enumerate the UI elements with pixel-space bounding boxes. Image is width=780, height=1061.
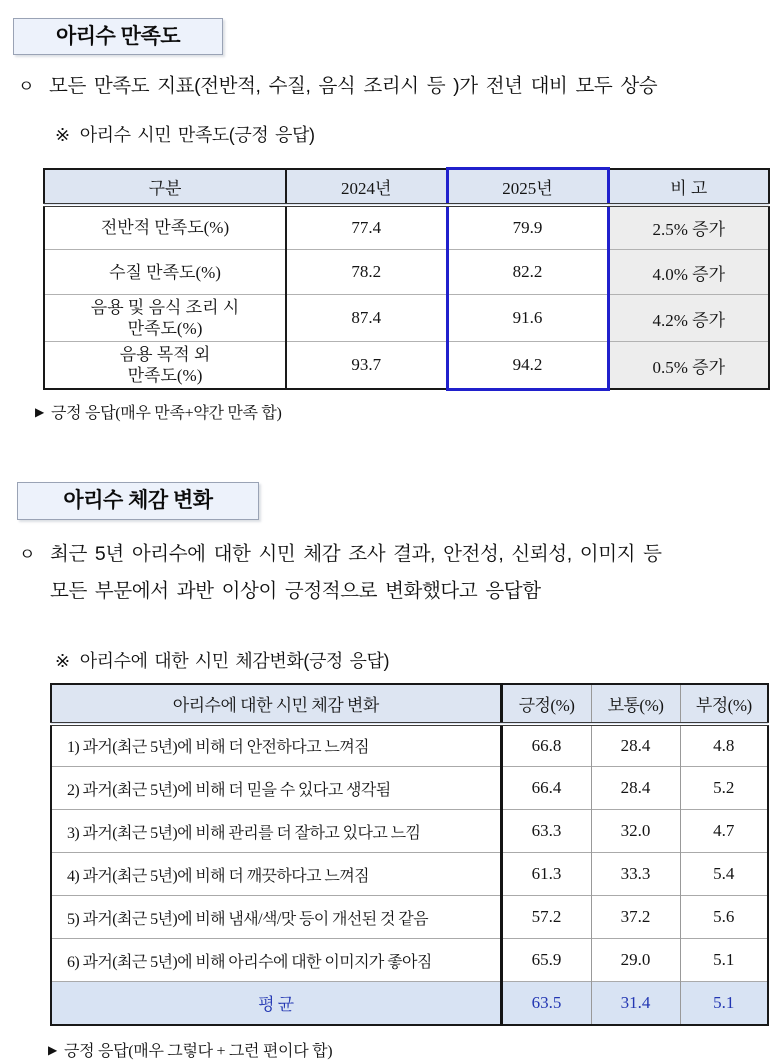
row-label	[44, 295, 286, 342]
row-label-line1: 음용 목적 외	[119, 345, 211, 364]
value-positive: 57.2	[501, 896, 591, 939]
table-row	[51, 810, 768, 853]
value-remark: 2.5% 증가	[608, 205, 769, 250]
value-2025: 79.9	[447, 205, 608, 250]
satisfaction-footnote-text: 긍정 응답(매우 만족+약간 만족 합)	[50, 404, 282, 422]
header-remark: 비 고	[608, 169, 769, 205]
header-2025-highlighted: 2025년	[447, 169, 608, 205]
perception-bullet-line1: 최근 5년 아리수에 대한 시민 체감 조사 결과, 안전성, 신뢰성, 이미지 등	[50, 542, 662, 565]
table-row	[51, 896, 768, 939]
row-label-line1: 수질 만족도(%)	[109, 262, 221, 282]
value-negative: 4.7	[680, 810, 768, 853]
value-remark: 0.5% 증가	[608, 342, 769, 390]
row-label: 5) 과거(최근 5년)에 비해 냄새/색/맛 등이 개선된 것 같음	[51, 896, 501, 939]
value-negative: 4.8	[680, 724, 768, 767]
perception-table	[50, 683, 769, 1026]
average-negative: 5.1	[680, 982, 768, 1025]
satisfaction-bullet-text: 모든 만족도 지표(전반적, 수질, 음식 조리시 등 )가 전년 대비 모두 상승	[49, 75, 658, 97]
header-negative: 부정(%)	[680, 684, 768, 724]
value-positive: 65.9	[501, 939, 591, 982]
bullet-circle-marker: ㅇ	[19, 544, 36, 564]
perception-bullet-line2: 모든 부문에서 과반 이상이 긍정적으로 변화했다고 응답함	[50, 579, 541, 602]
value-2024: 93.7	[286, 342, 447, 390]
reference-mark-icon: ※	[55, 650, 70, 671]
table-row	[44, 250, 769, 295]
value-negative: 5.2	[680, 767, 768, 810]
perception-bullet-text	[50, 542, 662, 604]
value-neutral: 32.0	[591, 810, 680, 853]
row-label-line2: 만족도(%)	[127, 319, 203, 338]
value-remark: 4.2% 증가	[608, 295, 769, 342]
satisfaction-table	[43, 167, 770, 391]
value-2025: 91.6	[447, 295, 608, 342]
header-2024: 2024년	[286, 169, 447, 205]
header-group: 구분	[44, 169, 286, 205]
table-row	[51, 724, 768, 767]
header-positive: 긍정(%)	[501, 684, 591, 724]
satisfaction-header-row	[44, 169, 769, 205]
value-negative: 5.6	[680, 896, 768, 939]
average-row	[51, 982, 768, 1025]
table-row	[51, 853, 768, 896]
value-2024: 87.4	[286, 295, 447, 342]
row-label-line1: 전반적 만족도(%)	[100, 218, 230, 238]
row-label-line1: 음용 및 음식 조리 시	[90, 298, 240, 317]
value-neutral: 37.2	[591, 896, 680, 939]
value-neutral: 33.3	[591, 853, 680, 896]
value-negative: 5.1	[680, 939, 768, 982]
satisfaction-footnote	[35, 400, 780, 423]
satisfaction-section-title: 아리수 만족도	[13, 18, 223, 55]
perception-bullet	[19, 542, 780, 604]
value-positive: 63.3	[501, 810, 591, 853]
perception-footnote	[48, 1038, 780, 1061]
row-label-line2: 만족도(%)	[127, 366, 203, 385]
value-2024: 77.4	[286, 205, 447, 250]
bullet-circle-marker: ㅇ	[18, 77, 35, 96]
table-row	[51, 767, 768, 810]
header-perception-label: 아리수에 대한 시민 체감 변화	[51, 684, 501, 724]
header-neutral: 보통(%)	[591, 684, 680, 724]
value-neutral: 28.4	[591, 724, 680, 767]
value-neutral: 28.4	[591, 767, 680, 810]
table-row	[44, 295, 769, 342]
triangle-marker-icon: ▶	[48, 1042, 57, 1057]
table-row	[44, 342, 769, 390]
value-negative: 5.4	[680, 853, 768, 896]
satisfaction-bullet	[18, 74, 780, 99]
row-label: 4) 과거(최근 5년)에 비해 더 깨끗하다고 느껴짐	[51, 853, 501, 896]
average-positive: 63.5	[501, 982, 591, 1025]
row-label: 6) 과거(최근 5년)에 비해 아리수에 대한 이미지가 좋아짐	[51, 939, 501, 982]
value-remark: 4.0% 증가	[608, 250, 769, 295]
row-label: 1) 과거(최근 5년)에 비해 더 안전하다고 느껴짐	[51, 724, 501, 767]
row-label	[44, 250, 286, 295]
value-positive: 61.3	[501, 853, 591, 896]
value-positive: 66.4	[501, 767, 591, 810]
average-label: 평 균	[51, 982, 501, 1025]
value-2024: 78.2	[286, 250, 447, 295]
row-label: 2) 과거(최근 5년)에 비해 더 믿을 수 있다고 생각됨	[51, 767, 501, 810]
average-neutral: 31.4	[591, 982, 680, 1025]
row-label: 3) 과거(최근 5년)에 비해 관리를 더 잘하고 있다고 느낌	[51, 810, 501, 853]
perception-header-row	[51, 684, 768, 724]
row-label	[44, 342, 286, 390]
satisfaction-table-caption	[55, 121, 780, 147]
perception-section-title: 아리수 체감 변화	[17, 482, 259, 520]
value-2025: 82.2	[447, 250, 608, 295]
perception-table-caption	[55, 647, 780, 673]
table-row	[44, 205, 769, 250]
satisfaction-caption-text: 아리수 시민 만족도(긍정 응답)	[79, 125, 315, 145]
value-2025: 94.2	[447, 342, 608, 390]
table-row	[51, 939, 768, 982]
reference-mark-icon: ※	[55, 125, 70, 145]
value-neutral: 29.0	[591, 939, 680, 982]
perception-caption-text: 아리수에 대한 시민 체감변화(긍정 응답)	[79, 650, 390, 671]
perception-footnote-text: 긍정 응답(매우 그렇다 + 그런 편이다 합)	[63, 1042, 333, 1060]
row-label	[44, 205, 286, 250]
value-positive: 66.8	[501, 724, 591, 767]
triangle-marker-icon: ▶	[35, 404, 44, 419]
